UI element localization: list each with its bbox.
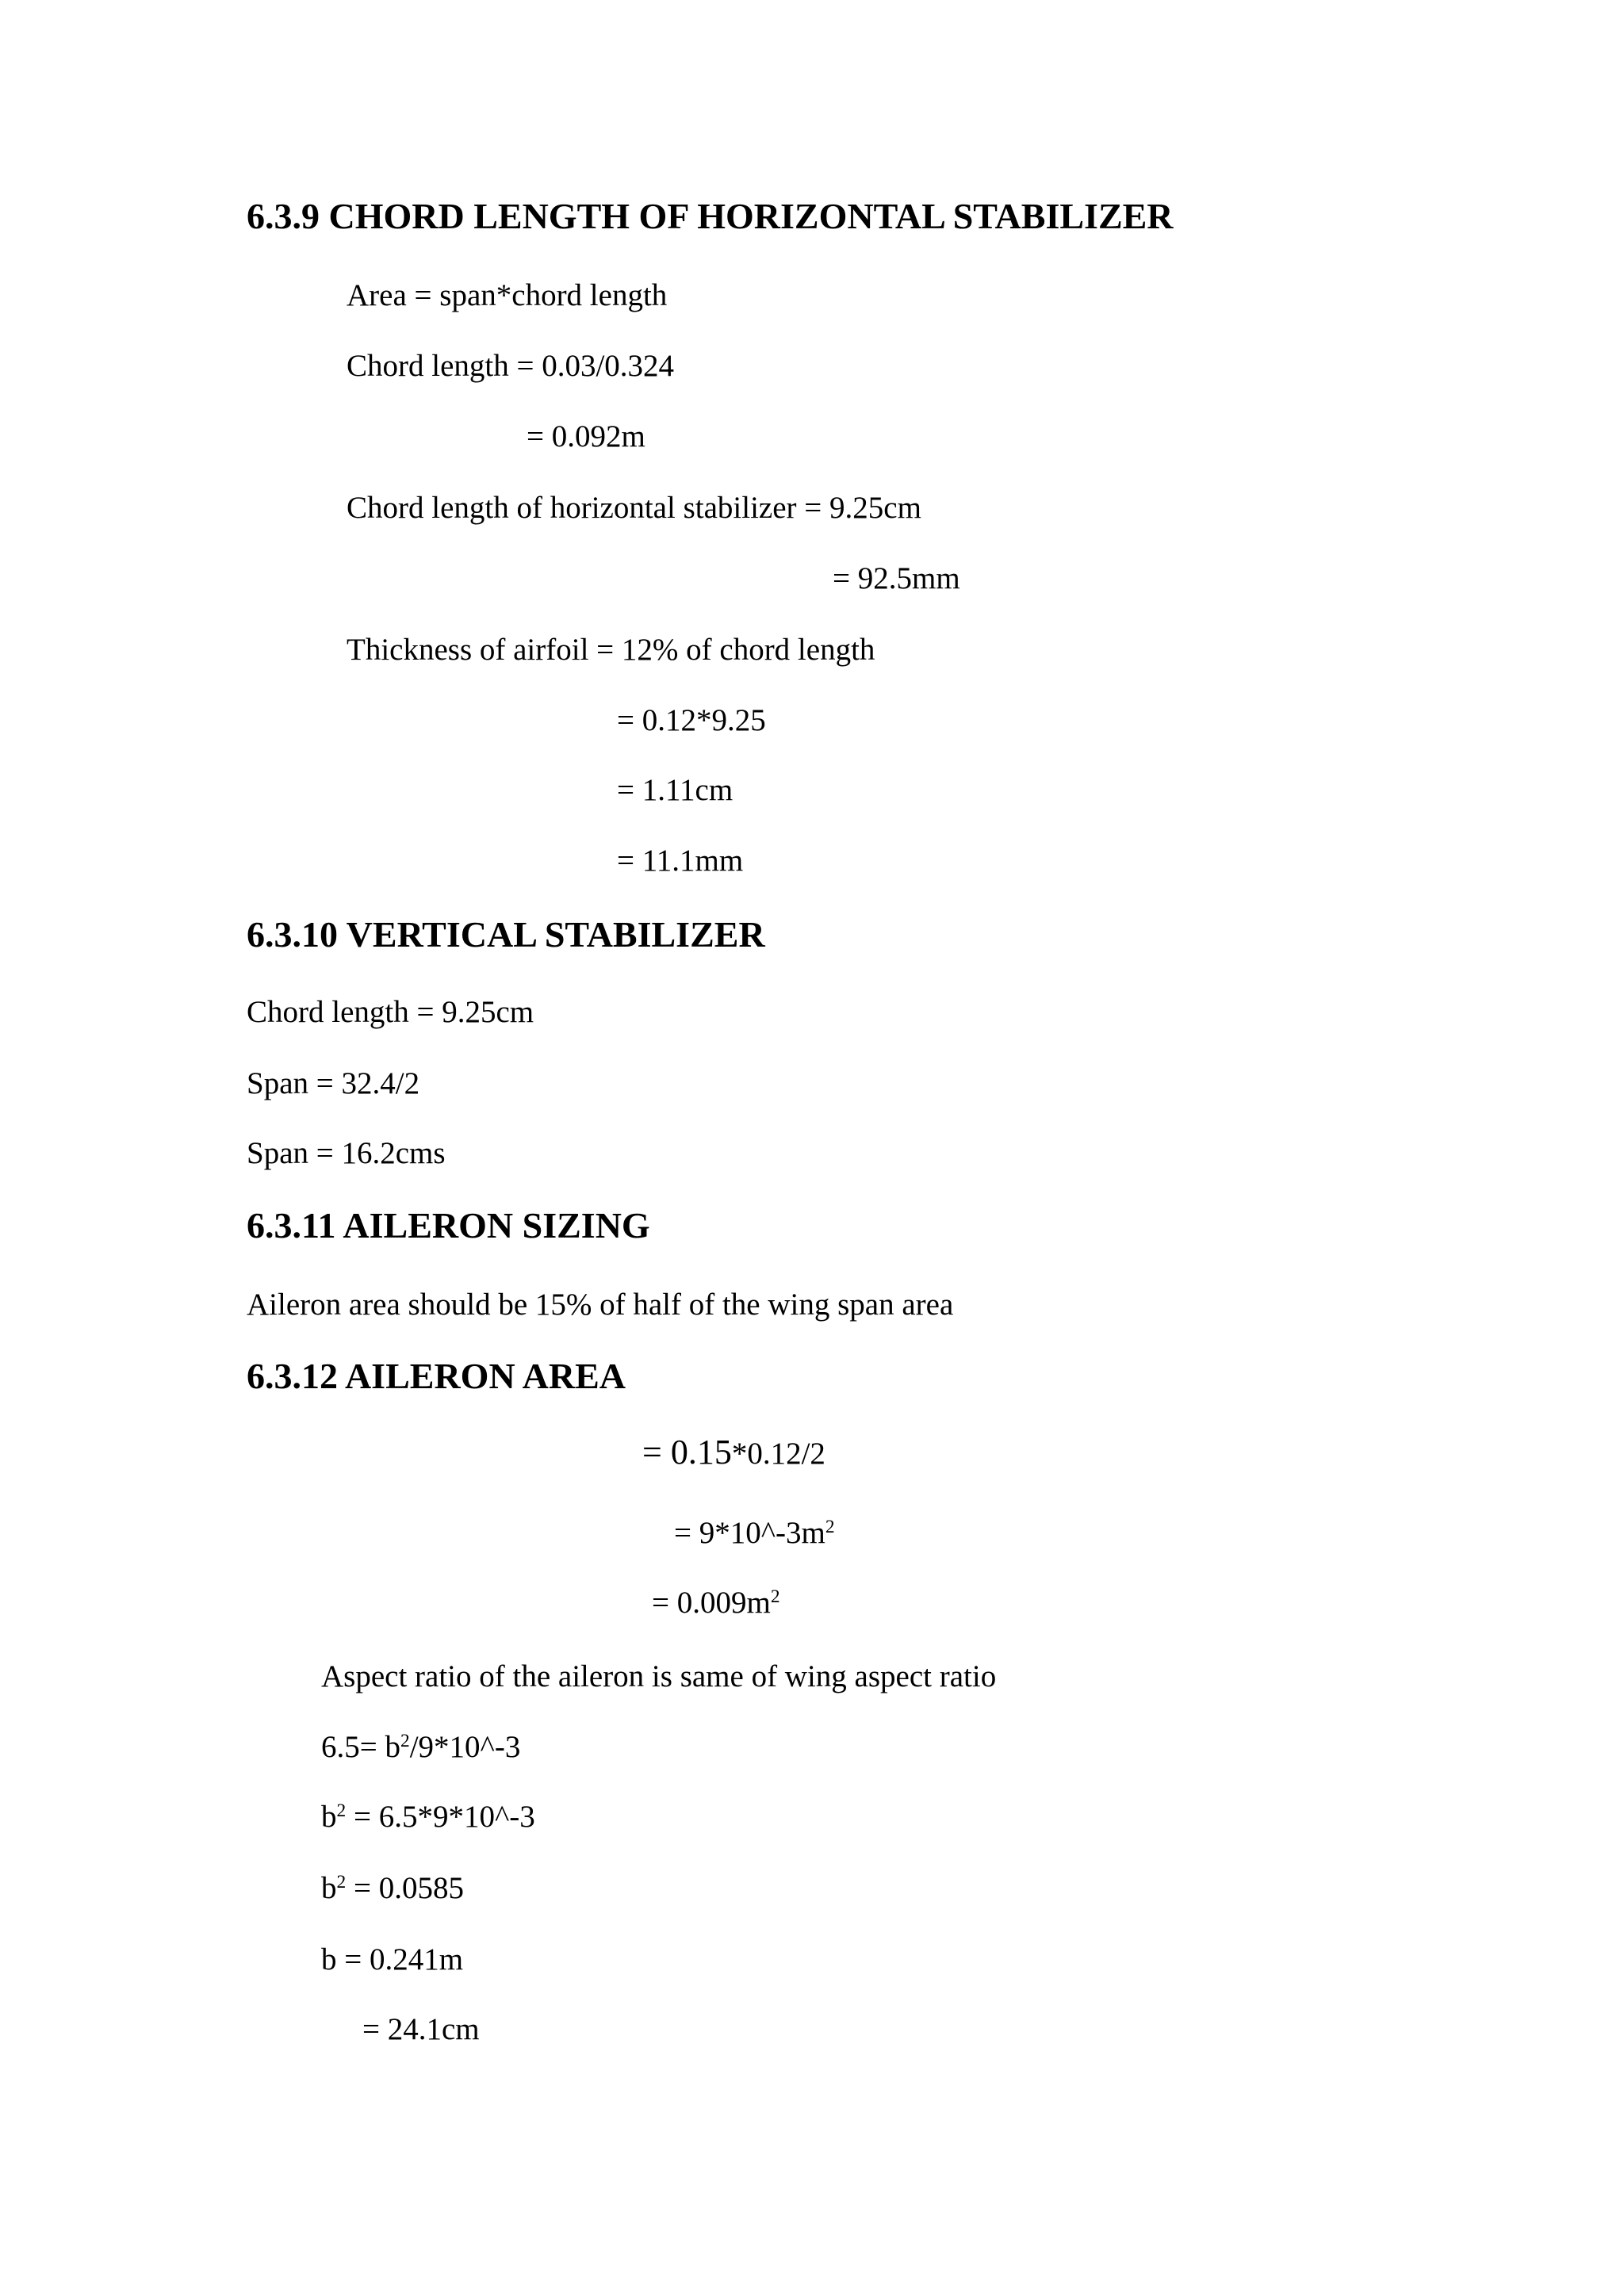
chord-length-line: Chord length = 0.03/0.324: [347, 349, 675, 383]
span-formula-line: Span = 32.4/2: [247, 1066, 420, 1100]
aspect-eq-b: /9*10^-3: [409, 1730, 521, 1764]
eq2-text: = 0.009m: [652, 1586, 771, 1620]
horizontal-stabilizer-chord-mm: = 92.5mm: [833, 561, 960, 595]
b-squared-result-a: b: [321, 1871, 337, 1905]
aileron-area-eq2: [652, 1587, 780, 1618]
heading-6-3-9: 6.3.9 CHORD LENGTH OF HORIZONTAL STABILIZER: [247, 196, 1174, 236]
horizontal-stabilizer-chord-line: Chord length of horizontal stabilizer = 9.25cm: [347, 491, 921, 525]
thickness-line: Thickness of airfoil = 12% of chord length: [347, 633, 875, 667]
b-result-line: b = 0.241m: [321, 1942, 464, 1976]
eq1-superscript: 2: [825, 1517, 835, 1538]
b-squared-result-line: [321, 1873, 464, 1904]
aileron-area-eq1: [674, 1517, 835, 1548]
heading-6-3-12: 6.3.12 AILERON AREA: [247, 1356, 626, 1396]
b-squared-b: = 6.5*9*10^-3: [346, 1800, 535, 1834]
aspect-eq-superscript: 2: [400, 1731, 410, 1752]
thickness-calc: = 0.12*9.25: [617, 703, 766, 737]
thickness-cm: = 1.11cm: [617, 773, 733, 807]
thickness-mm: = 11.1mm: [617, 844, 744, 878]
b-squared-superscript: 2: [336, 1800, 347, 1822]
b-cm-line: = 24.1cm: [362, 2012, 480, 2046]
aileron-sizing-text: Aileron area should be 15% of half of the wing span area: [247, 1288, 954, 1322]
vertical-chord-line: Chord length = 9.25cm: [247, 995, 534, 1029]
eq2-superscript: 2: [770, 1586, 780, 1608]
aspect-eq-line: [321, 1732, 520, 1762]
aspect-eq-a: 6.5= b: [321, 1730, 400, 1764]
b-squared-result-superscript: 2: [336, 1872, 347, 1893]
aileron-area-formula: [642, 1435, 825, 1470]
chord-length-result: = 0.092m: [527, 419, 645, 453]
heading-6-3-11: 6.3.11 AILERON SIZING: [247, 1205, 650, 1246]
aspect-ratio-line: Aspect ratio of the aileron is same of wing aspect ratio: [321, 1659, 997, 1693]
heading-6-3-10: 6.3.10 VERTICAL STABILIZER: [247, 914, 765, 955]
b-squared-result-b: = 0.0585: [346, 1871, 464, 1905]
formula-rest: *0.12/2: [731, 1437, 825, 1471]
eq1-text: = 9*10^-3m: [674, 1516, 825, 1550]
b-squared-calc-line: [321, 1801, 535, 1832]
formula-main: = 0.15: [642, 1433, 732, 1471]
span-result-line: Span = 16.2cms: [247, 1136, 446, 1170]
b-squared-a: b: [321, 1800, 337, 1834]
area-formula-line: Area = span*chord length: [347, 278, 668, 312]
